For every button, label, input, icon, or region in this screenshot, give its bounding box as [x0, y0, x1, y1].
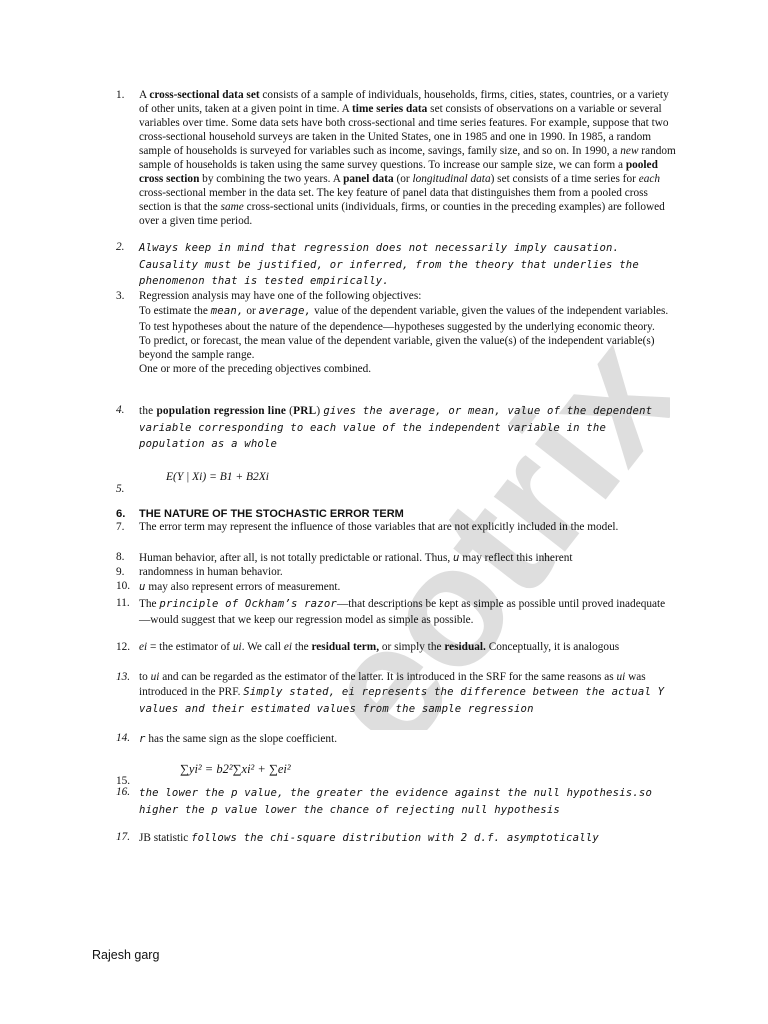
item-number: 8.	[116, 551, 125, 563]
item-body: The error term may represent the influence of those variables that are not explicitly included in the model.	[139, 521, 619, 533]
item-number: 9.	[116, 566, 125, 578]
item-body: u may also represent errors of measurement.	[139, 581, 341, 593]
item-number: 4.	[116, 404, 125, 416]
item-number: 6.	[116, 508, 126, 520]
item-body: randomness in human behavior.	[139, 566, 283, 578]
item-6	[116, 507, 676, 521]
watermark-text: eotrix	[280, 302, 670, 730]
item-number: 12.	[116, 641, 131, 653]
item-number: 10.	[116, 580, 131, 592]
item-number: 14.	[116, 732, 131, 744]
item-10	[116, 579, 676, 596]
item-number: 16.	[116, 786, 131, 798]
item-7	[116, 520, 676, 534]
item-number: 7.	[116, 521, 125, 533]
item-9	[116, 565, 676, 579]
item-5	[116, 470, 676, 495]
item-14	[116, 731, 676, 748]
item-number: 13.	[116, 671, 131, 683]
item-body: the lower the p value, the greater the evidence against the null hypothesis.so higher the p value lower the chance of rejecting null hypothesis	[139, 787, 653, 816]
item-15	[116, 762, 676, 787]
item-number: 1.	[116, 89, 125, 101]
item-11	[116, 596, 676, 627]
item-number: 11.	[116, 597, 130, 609]
item-12	[116, 640, 676, 654]
item-3	[116, 289, 676, 376]
item-4	[116, 403, 676, 453]
item-body: ei = the estimator of ui. We call ei the residual term, or simply the residual. Conceptually, it is analogous	[139, 641, 620, 653]
item-number: 5.	[116, 483, 125, 495]
item-body: the population regression line (PRL) gives the average, or mean, value of the dependent variable corresponding to each value of the independent variable in the population as a whole	[139, 405, 653, 450]
item-body: Always keep in mind that regression does not necessarily imply causation. Causality must be justified, or inferred, from the theory that underlies the phenomenon that is tested empirically.	[139, 242, 639, 287]
item-number: 15.	[116, 775, 131, 787]
item-body: r has the same sign as the slope coefficient.	[139, 733, 338, 745]
section-heading: THE NATURE OF THE STOCHASTIC ERROR TERM	[139, 508, 404, 520]
item-1	[116, 88, 676, 228]
item-body: Regression analysis may have one of the following objectives: To estimate the mean, or average, value of the dependent variable, given the values of the independent variables. To test hypotheses about the nature of the dependence—hypotheses suggested by the underlying economic theory. To predict, or forecast, the mean value of the dependent variable, given the value(s) of the independent variable(s) beyond the sample range. One or more of the preceding objectives combined.	[139, 290, 669, 375]
item-body: The principle of Ockham’s razor—that descriptions be kept as simple as possible until proved inadequate—would suggest that we keep our regression model as simple as possible.	[139, 598, 666, 626]
item-number: 3.	[116, 290, 125, 302]
footer-author: Rajesh garg	[92, 948, 160, 962]
item-body: A cross-sectional data set consists of a sample of individuals, households, firms, cities, states, countries, or a variety of other units, taken at a given point in time. A time series data set consists of observations on a variable or several variables over time. Some data sets have both cross-sectional and time series features. For example, suppose that two cross-sectional household surveys are taken in the United States, one in 1985 and one in 1990. In 1985, a random sample of households is surveyed for variables such as income, savings, family size, and so on. In 1990, a new random sample of households is taken using the same survey questions. To increase our sample size, we can form a pooled cross section by combining the two years. A panel data (or longitudinal data) set consists of a time series for each cross-sectional member in the data set. The key feature of panel data that distinguishes them from a pooled cross section is that the same cross-sectional units (individuals, firms, or counties in the preceding examples) are followed over a given time period.	[139, 89, 676, 227]
item-body: Human behavior, after all, is not totally predictable or rational. Thus, u may reflect this inherent	[139, 552, 573, 564]
item-body: JB statistic follows the chi-square distribution with 2 d.f. asymptotically	[139, 832, 599, 844]
item-body: to ui and can be regarded as the estimator of the latter. It is introduced in the SRF for the same reasons as ui was introduced in the PRF. Simply stated, ei represents the difference between the actual Y values and their estimated values from the sample regression	[139, 671, 665, 715]
item-2	[116, 240, 676, 290]
item-16	[116, 785, 676, 818]
item-17	[116, 830, 676, 847]
equation-sum-squares: ∑yi² = b2²∑xi² + ∑ei²	[180, 762, 291, 776]
item-13	[116, 670, 676, 717]
equation-prf: E(Y | Xi) = B1 + B2Xi	[166, 471, 270, 483]
item-number: 2.	[116, 241, 125, 253]
item-number: 17.	[116, 831, 131, 843]
